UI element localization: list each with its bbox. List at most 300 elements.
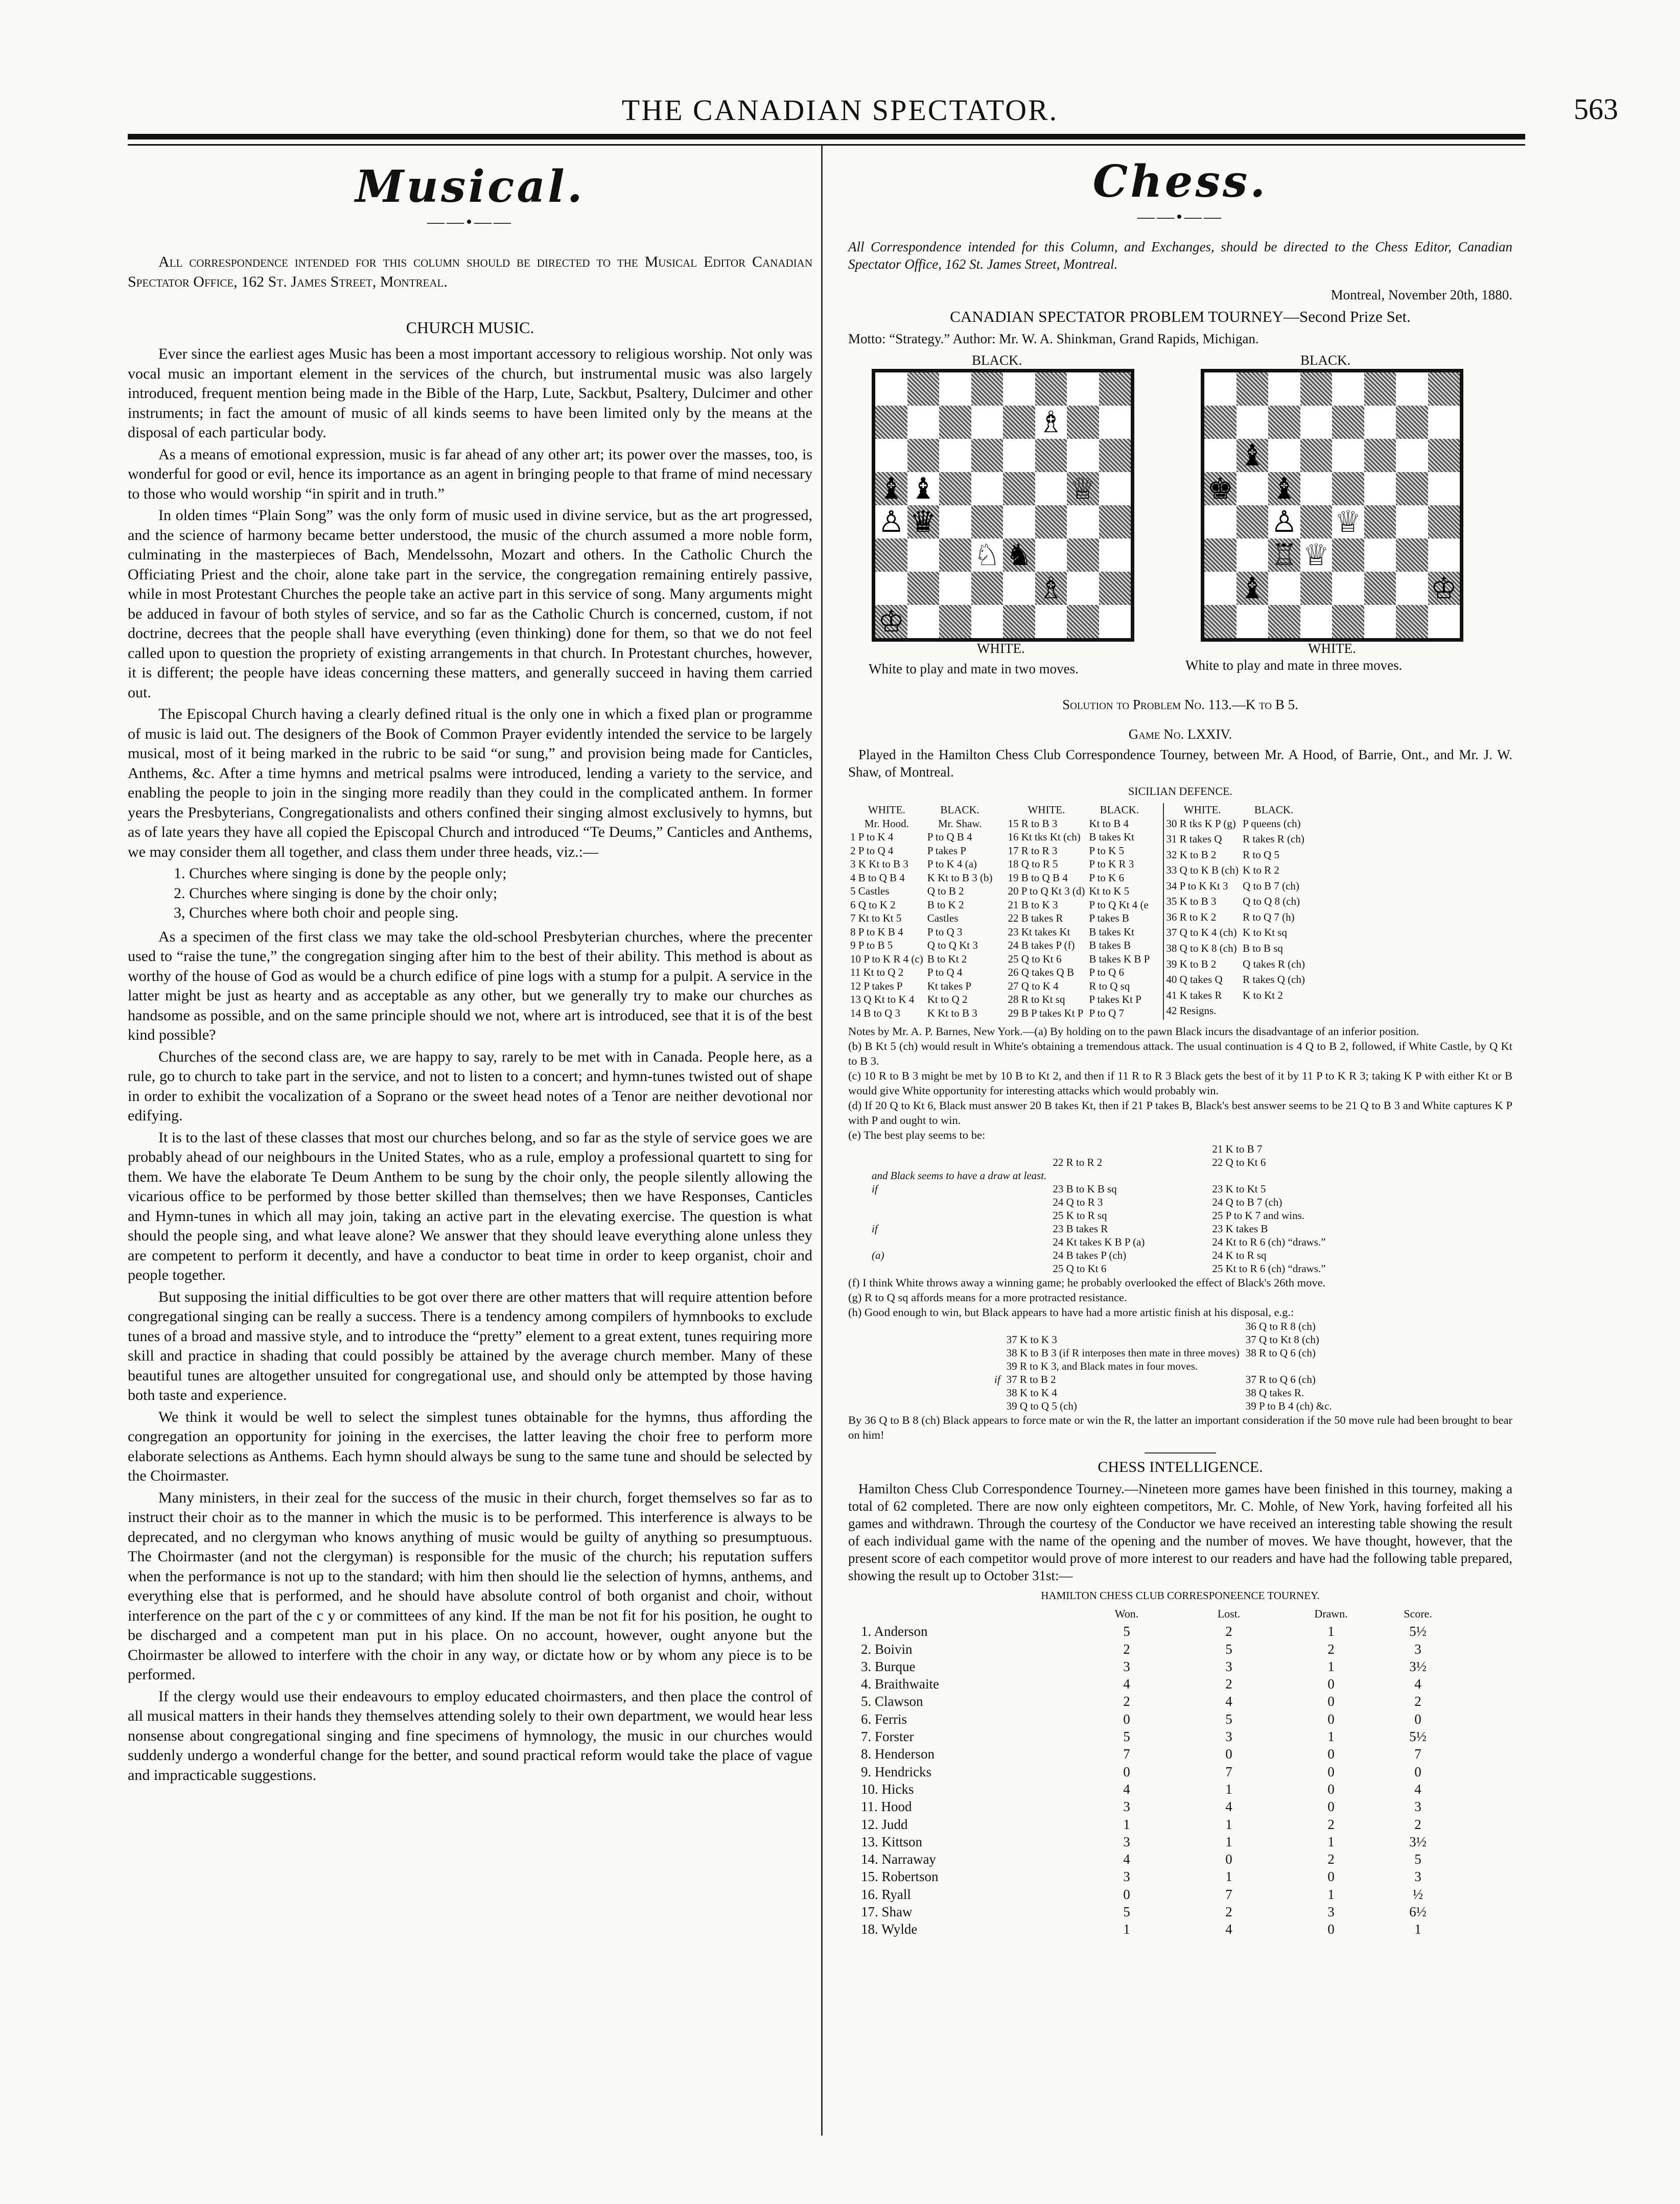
black-move: B to B sq xyxy=(1243,942,1283,954)
competitor-name: 7. Forster xyxy=(861,1729,914,1745)
board-square xyxy=(939,439,971,472)
article-paragraph: Ever since the earliest ages Music has been a most important accessory to religious worship. Not only was vocal music an important element in the services of the church, but instrumental music was also largely introduced, frequent mention being made in the Bible of the Harp, Lute, Sackbut, Psaltery, Dulcimer and other instruments; in fact the amount of music of all kinds seems to have been limited only by the means at the disposal of each particular body. xyxy=(128,345,812,441)
variation-cell: 23 K takes B xyxy=(1212,1223,1268,1235)
standings-row xyxy=(861,1710,1454,1728)
black-move: P to K 6 xyxy=(1089,871,1125,884)
standings-value: 2 xyxy=(1414,1816,1421,1832)
competitor-name: 5. Clawson xyxy=(861,1694,923,1709)
standings-value: 1 xyxy=(1225,1816,1232,1832)
white-move: 36 R to K 2 xyxy=(1166,910,1217,923)
variation-cell: 39 Q to Q 5 (ch) xyxy=(1006,1400,1077,1412)
board-square xyxy=(1099,605,1131,638)
standings-value: 7 xyxy=(1225,1886,1232,1902)
board-square xyxy=(1067,605,1099,638)
variation-row xyxy=(869,1262,1329,1275)
standings-header: Won. xyxy=(1114,1607,1139,1620)
chess-piece: ♖ xyxy=(1268,538,1300,572)
move-row xyxy=(1006,911,1152,925)
masthead-rule-thin xyxy=(128,144,1525,146)
black-move: P takes P xyxy=(927,844,966,857)
black-label: BLACK. xyxy=(940,804,979,816)
article-paragraph: But supposing the initial difficulties to be got over there are other matters that will require attention before congregational singing can be really a success. There is a tendency among compilers of hymnbooks to exclude tunes of a broad and massive style, and to introduce the “pretty” element to a great extent, tunes requiring more skill and practice in shading that could possibly be attained by the average church member. Many of these beautiful tunes are altogether unsuited for congregational use, and should only be attempted by those having both taste and experience. xyxy=(128,1288,812,1403)
board-square xyxy=(1364,372,1396,406)
standings-table xyxy=(861,1605,1454,1938)
standings-row xyxy=(861,1850,1454,1868)
church-music-article xyxy=(128,344,812,1785)
standings-value: 4 xyxy=(1123,1676,1130,1692)
black-move: R to Q 5 xyxy=(1243,848,1279,861)
standings-value: 2 xyxy=(1225,1676,1232,1692)
variation-cell xyxy=(991,1333,1004,1346)
standings-value: 2 xyxy=(1225,1904,1232,1920)
variation-cell: and Black seems to have a draw at least. xyxy=(872,1169,1047,1182)
chess-piece: ♚ xyxy=(1204,472,1236,505)
black-move: R to Q 7 (h) xyxy=(1243,910,1295,923)
variation-cell xyxy=(1049,1169,1209,1182)
variation-cell: 37 R to Q 6 (ch) xyxy=(1245,1373,1316,1386)
board-square xyxy=(1396,372,1428,406)
variation-row xyxy=(869,1222,1329,1235)
variation-cell: 24 B takes P (ch) xyxy=(1053,1249,1127,1261)
move-row xyxy=(848,884,994,898)
standings-value: 0 xyxy=(1327,1711,1335,1727)
board-square xyxy=(1332,605,1364,638)
section-rule xyxy=(1145,1452,1216,1453)
board-square xyxy=(939,505,971,538)
black-move: P takes Kt P xyxy=(1089,993,1141,1005)
note: Notes by Mr. A. P. Barnes, New York.—(a) By holding on to the pawn Black incurs the disadvantage of an inferior position. xyxy=(848,1025,1419,1038)
article-paragraph: We think it would be well to select the simplest tunes obtainable for the hymns, thus affording the congregation an opportunity for joining in the exercises, the latter leaving the choir free to perform more elaborate selections as Anthems. Each hymn should always be sung to the same tune and should be selected by the Choirmaster. xyxy=(128,1408,812,1484)
standings-value: 4 xyxy=(1414,1781,1421,1797)
competitor-name: 3. Burque xyxy=(861,1658,916,1674)
black-move: R to Q sq xyxy=(1089,979,1130,992)
variation-cell: if xyxy=(872,1223,878,1235)
standings-row xyxy=(861,1816,1454,1833)
board-square xyxy=(1364,572,1396,605)
standings-value: 0 xyxy=(1327,1694,1335,1709)
white-label: WHITE. xyxy=(868,804,905,816)
competitor-name: 12. Judd xyxy=(861,1816,908,1832)
standings-value: 2 xyxy=(1123,1694,1130,1709)
game-notes-2 xyxy=(848,1275,1512,1320)
board-square xyxy=(1003,406,1035,439)
black-move: P to K R 3 xyxy=(1089,858,1134,870)
white-move: 28 R to Kt sq xyxy=(1008,993,1065,1005)
board1-bottom-label: WHITE. xyxy=(977,641,1025,656)
board-square xyxy=(1003,372,1035,406)
board-square xyxy=(1204,538,1236,572)
move-row xyxy=(848,952,994,966)
board-square xyxy=(1332,472,1364,505)
move-row xyxy=(1163,1004,1308,1020)
board-square xyxy=(907,538,940,572)
standings-value: 1 xyxy=(1327,1658,1335,1674)
board-square xyxy=(1236,406,1269,439)
variation-cell: 23 B to K B sq xyxy=(1053,1183,1117,1195)
variation-cell xyxy=(1243,1359,1335,1373)
board-square xyxy=(1364,505,1396,538)
white-move: 3 K Kt to B 3 xyxy=(850,858,908,870)
variation-cell xyxy=(1209,1169,1328,1182)
black-move: B to K 2 xyxy=(927,898,964,911)
problem-tourney-title: CANADIAN SPECTATOR PROBLEM TOURNEY—Second Prize Set. xyxy=(950,308,1411,325)
white-move: 39 K to B 2 xyxy=(1166,957,1217,970)
move-row xyxy=(1006,979,1152,993)
board-square xyxy=(907,406,940,439)
standings-value: 1 xyxy=(1225,1869,1232,1885)
move-row xyxy=(848,966,994,979)
move-row xyxy=(1006,993,1152,1006)
standings-value: 3 xyxy=(1414,1799,1421,1815)
board-square xyxy=(1035,605,1067,638)
article-paragraph: As a means of emotional expression, music is far ahead of any other art; its power over the masses, too, is wonderful for good or evil, hence its importance as an agent in bringing people to that frame of mind necessary to those who would worship “in spirit and in truth.” xyxy=(128,446,812,502)
standings-value: 3 xyxy=(1123,1869,1130,1885)
board-square xyxy=(1268,605,1300,638)
standings-value: 1 xyxy=(1414,1921,1421,1937)
article-paragraph: In olden times “Plain Song” was the only form of music used in divine service, but as the art progressed, and the science of harmony became better understood, the music of the church assumed a more noble form, culminating in the masterpieces of Bach, Mendelssohn, Mozart and others. In the Catholic Church the Officiating Priest and the choir, alone take part in the service, the congregation remaining entirely passive, while in most Protestant Churches the people take an active part in this service of song. Many arguments might be adduced in favour of both styles of service, and so far as the Catholic Church is concerned, custom, if not doctrine, decrees that the people shall have everything (even thinking) done for them, so that we do not feel called upon to question the propriety of existing arrangements in that church. In Protestant churches, however, it is different; the people have ideas concerning these matters, and generally succeed in having them carried out. xyxy=(128,507,812,701)
game-title: Game No. LXXIV. xyxy=(1128,726,1232,742)
move-row xyxy=(1163,957,1308,973)
board-square xyxy=(939,472,971,505)
move-row xyxy=(1006,844,1152,858)
board-square xyxy=(1067,439,1099,472)
black-move: P to Q 4 xyxy=(927,966,963,978)
white-move: 10 P to K R 4 (c) xyxy=(850,952,923,965)
white-move: 17 R to R 3 xyxy=(1008,844,1058,857)
white-move: 22 B takes R xyxy=(1008,912,1063,924)
black-move: B takes K B P xyxy=(1089,952,1150,965)
black-move: P to Q 6 xyxy=(1089,966,1125,978)
game-opening: SICILIAN DEFENCE. xyxy=(1128,785,1233,798)
standings-header: Drawn. xyxy=(1314,1607,1348,1620)
competitor-name: 13. Kittson xyxy=(861,1834,923,1849)
chess-column xyxy=(848,156,1512,347)
standings-value: 1 xyxy=(1327,1834,1335,1849)
standings-value: 2 xyxy=(1327,1816,1335,1832)
white-move: 9 P to B 5 xyxy=(850,939,893,951)
game-intro: Played in the Hamilton Chess Club Correspondence Tourney, between Mr. A Hood, of Barrie, Ont., and Mr. J. W. Shaw, of Montreal. xyxy=(848,747,1512,780)
white-move: 12 P takes P xyxy=(850,979,903,992)
chess-piece: ♙ xyxy=(1268,505,1300,538)
variation-row xyxy=(991,1359,1335,1373)
variation-cell: 25 K to R sq xyxy=(1053,1209,1107,1222)
black-move xyxy=(1241,1004,1308,1020)
move-row xyxy=(1163,848,1308,864)
white-move: 14 B to Q 3 xyxy=(850,1006,901,1019)
move-row xyxy=(1163,973,1308,989)
move-row xyxy=(1006,871,1152,885)
standings-value: 4 xyxy=(1225,1799,1232,1815)
variation-cell xyxy=(869,1209,1049,1222)
move-row xyxy=(848,844,994,858)
board-square xyxy=(1067,372,1099,406)
board-square xyxy=(1099,372,1131,406)
variation-cell: 25 Kt to R 6 (ch) “draws.” xyxy=(1212,1262,1326,1275)
article-paragraph: If the clergy would use their endeavours to employ educated choirmasters, and then place the control of all musical matters in their hands they themselves attending solely to their own department, we would hear less nonsense about congregational singing and fine specimens of hymnology, the music in our churches would suddenly undergo a wonderful change for the better, and sound practical reform would take the place of vague and impracticable suggestions. xyxy=(128,1687,812,1784)
white-move: 6 Q to K 2 xyxy=(850,898,896,911)
board-square xyxy=(1332,372,1364,406)
board-square xyxy=(1003,439,1035,472)
musical-heading: Musical. xyxy=(355,161,585,213)
variation-row xyxy=(991,1373,1335,1386)
note: (d) If 20 Q to Kt 6, Black must answer 20 B takes Kt, then if 21 P takes B, Black's best answer seems to be 21 Q to B 3 and White captures K P with P and ought to win. xyxy=(848,1099,1512,1127)
board-square xyxy=(1364,406,1396,439)
board-square xyxy=(1003,572,1035,605)
column-divider xyxy=(821,146,823,2136)
board-square xyxy=(1099,505,1131,538)
move-row xyxy=(1006,952,1152,966)
board-square xyxy=(875,406,907,439)
article-paragraph: Churches of the second class are, we are happy to say, rarely to be met with in Canada. People here, as a rule, go to church to take part in the service, and not to listen to a concert; and hymn-tunes twisted out of shape in order to exhibit the vocalization of a Soprano or the sweet head notes of a Tenor are neither devotional nor edifying. xyxy=(128,1048,812,1124)
church-classes-list xyxy=(128,864,812,923)
standings-value: 0 xyxy=(1225,1851,1232,1867)
competitor-name: 8. Henderson xyxy=(861,1746,935,1762)
white-move: 27 Q to K 4 xyxy=(1008,979,1059,992)
board-square xyxy=(875,538,907,572)
move-row xyxy=(1163,926,1308,942)
black-move: Kt to Q 2 xyxy=(927,993,968,1005)
white-move: 41 K takes R xyxy=(1166,989,1222,1001)
board-square xyxy=(1396,505,1428,538)
standings-row xyxy=(861,1780,1454,1798)
board-square xyxy=(939,372,971,406)
move-row xyxy=(1006,830,1152,844)
standings-row xyxy=(861,1745,1454,1763)
list-item: 2. Churches where singing is done by the choir only; xyxy=(174,884,498,902)
standings-row xyxy=(861,1798,1454,1815)
note: (c) 10 R to B 3 might be met by 10 B to Kt 2, and then if 11 R to R 3 Black gets the best of it by 11 P to K R 3; taking K P with either Kt or B would give White opportunity for interesting attacks which would probably win. xyxy=(848,1069,1512,1097)
chess-piece: ♘ xyxy=(971,538,1004,572)
move-row xyxy=(848,993,994,1006)
standings-value: 4 xyxy=(1414,1676,1421,1692)
black-move: P to Q Kt 4 (e xyxy=(1089,898,1149,911)
move-row xyxy=(848,911,994,925)
black-move: Kt takes P xyxy=(927,979,972,992)
competitor-name: 1. Anderson xyxy=(861,1624,928,1639)
variation-cell: 37 Q to Kt 8 (ch) xyxy=(1245,1333,1319,1346)
white-move: 34 P to K Kt 3 xyxy=(1166,879,1228,892)
competitor-name: 18. Wylde xyxy=(861,1921,918,1937)
board-square xyxy=(1396,472,1428,505)
white-move: 1 P to K 4 xyxy=(850,831,894,843)
variation-cell xyxy=(869,1262,1049,1275)
standings-value: 5 xyxy=(1123,1904,1130,1920)
standings-value: 7 xyxy=(1123,1746,1130,1762)
variation-cell: 25 P to K 7 and wins. xyxy=(1212,1209,1305,1222)
masthead-title: THE CANADIAN SPECTATOR. xyxy=(621,93,1059,127)
standings-row xyxy=(861,1920,1454,1938)
white-move: 13 Q Kt to K 4 xyxy=(850,993,915,1005)
board-square xyxy=(1396,605,1428,638)
variation-cell: if xyxy=(994,1373,1000,1386)
chess-ornament: ——•—— xyxy=(1137,207,1223,226)
variation-row xyxy=(869,1209,1329,1222)
white-move: 5 Castles xyxy=(850,885,890,897)
variation-cell: 24 Q to R 3 xyxy=(1053,1196,1103,1208)
white-move: 25 Q to Kt 6 xyxy=(1008,952,1062,965)
board-square xyxy=(1035,439,1067,472)
chess-piece: ♝ xyxy=(1268,472,1300,505)
board-square xyxy=(1396,439,1428,472)
move-row xyxy=(848,871,994,885)
variation-cell: (a) xyxy=(872,1249,884,1261)
board-square xyxy=(1236,372,1269,406)
standings-value: 0 xyxy=(1327,1676,1335,1692)
white-move: 16 Kt tks Kt (ch) xyxy=(1008,831,1081,843)
move-row xyxy=(848,830,994,844)
board-square xyxy=(1428,605,1460,638)
chess-intelligence-heading: CHESS INTELLIGENCE. xyxy=(1098,1459,1263,1475)
black-move: Q to B 2 xyxy=(927,885,964,897)
white-move: 7 Kt to Kt 5 xyxy=(850,912,902,924)
board-square xyxy=(1099,406,1131,439)
page-number: 563 xyxy=(1574,92,1618,126)
variation-cell: 39 P to B 4 (ch) &c. xyxy=(1245,1400,1332,1412)
variation-cell xyxy=(869,1235,1049,1249)
white-move: 38 Q to K 8 (ch) xyxy=(1166,942,1237,954)
move-row xyxy=(848,857,994,871)
variation-cell: if xyxy=(872,1183,878,1195)
white-label: WHITE. xyxy=(1028,804,1065,816)
white-move: 15 R to B 3 xyxy=(1008,817,1058,830)
board-square xyxy=(1099,439,1131,472)
chess-piece: ♞ xyxy=(1003,538,1035,572)
board-square xyxy=(1204,505,1236,538)
standings-value: 5 xyxy=(1414,1851,1421,1867)
white-move: 21 B to K 3 xyxy=(1008,898,1058,911)
move-row xyxy=(1163,910,1308,926)
standings-value: 4 xyxy=(1225,1694,1232,1709)
board-square xyxy=(1396,572,1428,605)
standings-value: 3½ xyxy=(1409,1658,1427,1674)
white-player: Mr. Hood. xyxy=(864,817,909,830)
standings-value: 3 xyxy=(1123,1658,1130,1674)
board-square xyxy=(1428,372,1460,406)
game-notes-3: By 36 Q to B 8 (ch) Black appears to force mate or win the R, the latter an important consideration if the 50 move rule had been brought to bear on him! xyxy=(848,1414,1512,1441)
chess-heading: Chess. xyxy=(1092,156,1268,207)
white-move: 23 Kt takes Kt xyxy=(1008,925,1070,938)
move-row xyxy=(1163,879,1308,895)
standings-value: 5 xyxy=(1123,1729,1130,1745)
standings-value: 5 xyxy=(1123,1624,1130,1639)
board-square xyxy=(1268,439,1300,472)
board2-bottom-label: WHITE. xyxy=(1308,641,1356,656)
competitor-name: 10. Hicks xyxy=(861,1781,914,1797)
move-row xyxy=(1006,884,1152,898)
white-move: 29 B P takes Kt P xyxy=(1008,1006,1084,1019)
game-score xyxy=(848,803,1512,1020)
standings-row xyxy=(861,1675,1454,1693)
standings-value: 3 xyxy=(1414,1641,1421,1657)
board-square xyxy=(1332,572,1364,605)
variation-lines-1 xyxy=(869,1142,1329,1275)
board-square xyxy=(1204,439,1236,472)
board-square xyxy=(1300,372,1333,406)
musical-ornament: ——•—— xyxy=(427,213,513,231)
white-move: 4 B to Q B 4 xyxy=(850,871,905,884)
variation-cell xyxy=(869,1195,1049,1209)
variation-cell: 38 Q takes R. xyxy=(1245,1387,1304,1399)
competitor-name: 14. Narraway xyxy=(861,1851,936,1867)
board-square xyxy=(939,605,971,638)
standings-value: 3 xyxy=(1123,1799,1130,1815)
variation-cell: 24 K to R sq xyxy=(1212,1249,1267,1261)
standings-value: ½ xyxy=(1412,1886,1424,1902)
board-square xyxy=(971,372,1004,406)
standings-value: 2 xyxy=(1123,1641,1130,1657)
musical-correspondence-note: All correspondence intended for this column should be directed to the Musical Editor Canadian Spectator Office, 162 St. James Street, Montreal. xyxy=(128,253,812,290)
board-square xyxy=(1003,505,1035,538)
variation-row xyxy=(991,1333,1335,1346)
problem-solution: Solution to Problem No. 113.—K to B 5. xyxy=(1062,697,1298,712)
chess-piece: ♝ xyxy=(875,472,907,505)
variation-cell: 23 B takes R xyxy=(1053,1223,1108,1235)
board-square xyxy=(1067,505,1099,538)
black-label: BLACK. xyxy=(1254,804,1294,816)
board-square xyxy=(1003,472,1035,505)
board-square xyxy=(1003,605,1035,638)
board-square xyxy=(971,605,1004,638)
board-square xyxy=(1300,472,1333,505)
chess-piece: ♕ xyxy=(1067,472,1099,505)
standings-value: 2 xyxy=(1327,1851,1335,1867)
white-move: 42 Resigns. xyxy=(1166,1004,1217,1017)
standings-value: 0 xyxy=(1123,1764,1130,1779)
black-move: K to Kt 2 xyxy=(1243,989,1283,1001)
black-move: Kt to B 4 xyxy=(1089,817,1129,830)
black-move: K to Kt sq xyxy=(1243,926,1288,939)
chess-piece: ♛ xyxy=(907,505,940,538)
standings-value: 1 xyxy=(1225,1834,1232,1849)
chess-board-problem-2 xyxy=(1201,369,1463,642)
white-move: 24 B takes P (f) xyxy=(1008,939,1075,951)
board-square xyxy=(1268,572,1300,605)
board-square xyxy=(1268,372,1300,406)
board-square xyxy=(875,572,907,605)
black-move: P to K 5 xyxy=(1089,844,1125,857)
move-row xyxy=(848,925,994,939)
move-row xyxy=(1163,989,1308,1004)
board-square xyxy=(1204,605,1236,638)
standings-header xyxy=(861,1605,1076,1623)
white-move: 35 K to B 3 xyxy=(1166,895,1217,908)
competitor-name: 17. Shaw xyxy=(861,1904,913,1920)
chess-piece: ♔ xyxy=(1428,572,1460,605)
chess-piece: ♙ xyxy=(875,505,907,538)
variation-row xyxy=(869,1156,1329,1169)
board-square xyxy=(1428,472,1460,505)
move-row xyxy=(1006,939,1152,952)
black-move: Castles xyxy=(927,912,959,924)
variation-cell: 23 K to Kt 5 xyxy=(1212,1183,1266,1195)
standings-value: 5½ xyxy=(1409,1624,1427,1639)
black-move: K to R 2 xyxy=(1243,864,1279,877)
note: (f) I think White throws away a winning game; he probably overlooked the effect of Black's 26th move. xyxy=(848,1276,1326,1289)
chess-intelligence-text: Hamilton Chess Club Correspondence Tourney.—Nineteen more games have been finished in this tourney, making a total of 62 completed. There are now only eighteen competitors, Mr. C. Mohle, of New York, having forfeited all his games and withdrawn. Through the courtesy of the Conductor we have received an interesting table showing the result of each individual game with the name of the opening and the number of moves. We have thought, however, that the present score of each competitor would prove of more interest to our readers and have had the following table prepared, showing the result up to October 31st:— xyxy=(848,1481,1512,1583)
masthead-rule-thick xyxy=(128,134,1525,139)
board-square xyxy=(1204,406,1236,439)
move-row xyxy=(1163,942,1308,957)
board-square xyxy=(1099,538,1131,572)
board-square xyxy=(1067,572,1099,605)
competitor-name: 15. Robertson xyxy=(861,1869,939,1885)
white-move: 2 P to Q 4 xyxy=(850,844,894,857)
board-square xyxy=(1300,439,1333,472)
standings-value: 0 xyxy=(1414,1711,1421,1727)
board-square xyxy=(939,406,971,439)
standings-value: 2 xyxy=(1327,1641,1335,1657)
move-row xyxy=(1163,832,1308,848)
